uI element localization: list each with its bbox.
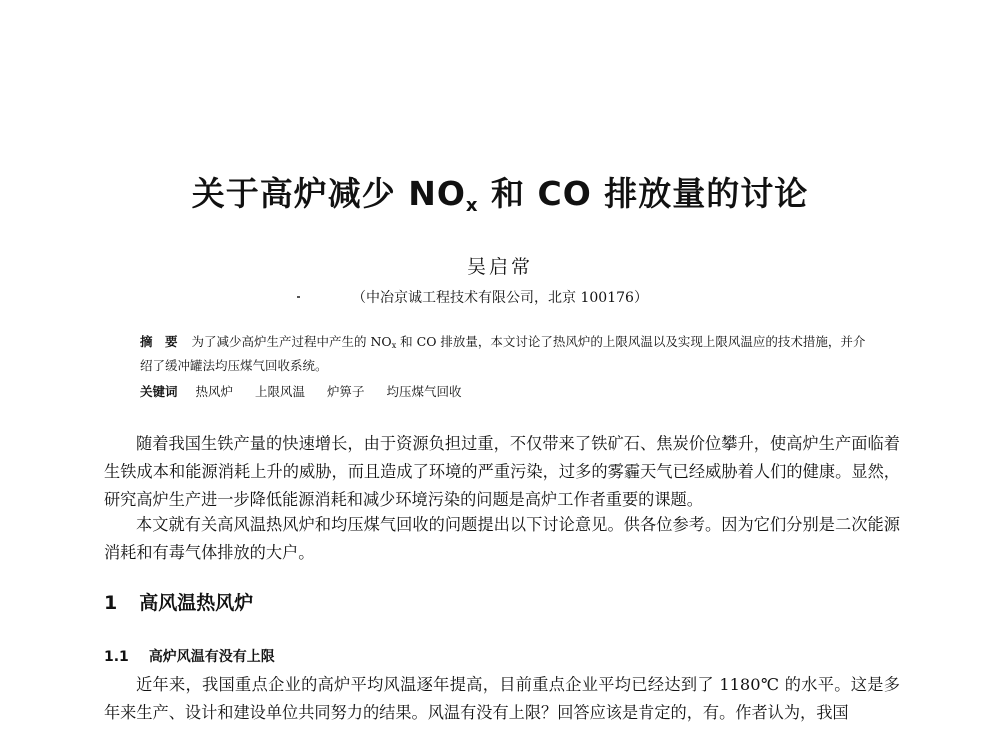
- paper-title: [0, 168, 1000, 216]
- keywords-block: [140, 382, 480, 400]
- subsection-title: 高炉风温有没有上限: [148, 649, 275, 665]
- title-prefix: 关于高炉减少 NO: [191, 174, 466, 213]
- abstract-block: [140, 332, 870, 376]
- keyword-item: 炉箅子: [327, 384, 365, 399]
- title-suffix: 和 CO 排放量的讨论: [478, 174, 809, 213]
- intro-paragraph-1: [104, 430, 900, 514]
- abstract-subscript: x: [391, 341, 397, 350]
- section-paragraph-1: [104, 671, 900, 727]
- author-affiliation: （中冶京诚工程技术有限公司，北京 100176）: [352, 290, 648, 306]
- keyword-item: 热风炉: [195, 384, 234, 399]
- abstract-label: 摘 要: [140, 334, 178, 349]
- paragraph-text: 本文就有关高风温热风炉和均压煤气回收的问题提出以下讨论意见。供各位参考。因为它们分别是二次能源消耗和有毒气体排放的大户。: [104, 515, 900, 562]
- intro-paragraph-2: [104, 511, 900, 567]
- author-name: 吴启常: [466, 256, 533, 278]
- keywords-label: 关键词: [140, 384, 178, 399]
- section-title: 高风温热风炉: [139, 592, 254, 614]
- section-heading: [104, 588, 253, 615]
- section-number: 1: [104, 592, 118, 614]
- keyword-item: 均压煤气回收: [386, 384, 462, 399]
- title-subscript: x: [465, 195, 479, 216]
- paragraph-text: 随着我国生铁产量的快速增长，由于资源负担过重，不仅带来了铁矿石、焦炭价位攀升，使高炉生产面临着生铁成本和能源消耗上升的威胁，而且造成了环境的严重污染，过多的雾霾天气已经威胁着人们的健康。显然，研究高炉生产进一步降低能源消耗和减少环境污染的问题是高炉工作者重要的课题。: [104, 434, 900, 509]
- subsection-number: 1.1: [104, 649, 129, 665]
- subsection-heading: [104, 646, 275, 666]
- abstract-text-b: 和 CO 排放量，本文讨论了热风炉的上限风温以及实现上限风温应的技术措施，并介绍了缓冲罐法均压煤气回收系统。: [140, 334, 866, 373]
- paragraph-text: 近年来，我国重点企业的高炉平均风温逐年提高，目前重点企业平均已经达到了 1180℃ 的水平。这是多年来生产、设计和建设单位共同努力的结果。风温有没有上限？回答应该是肯定的，有。作者认为，我国: [104, 675, 900, 722]
- keyword-item: 上限风温: [255, 384, 306, 399]
- abstract-text-a: 为了减少高炉生产过程中产生的 NO: [191, 334, 392, 349]
